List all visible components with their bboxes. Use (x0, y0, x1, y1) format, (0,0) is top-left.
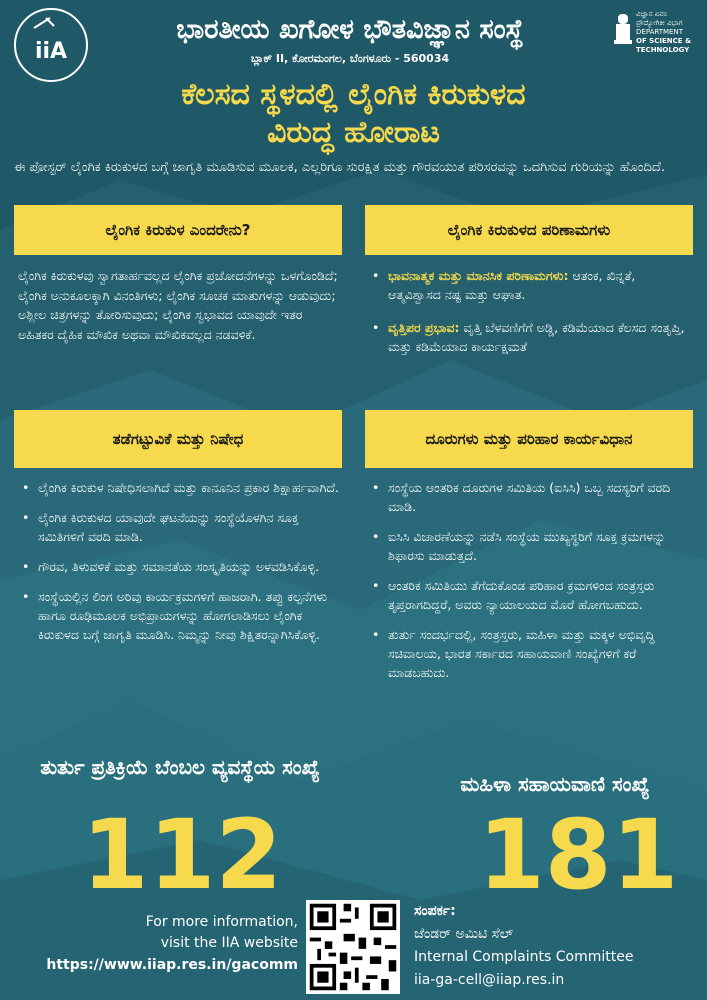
title-line: ಕೆಲಸದ ಸ್ಥಳದಲ್ಲಿ ಲೈಂಗಿಕ ಕಿರುಕುಳದ (181, 77, 526, 112)
iia-logo-mark-icon (16, 10, 86, 80)
emergency-number: 112 (81, 799, 283, 911)
dst-line: TECHNOLOGY (636, 46, 690, 54)
prevention-list (18, 478, 342, 655)
section-heading-complaints: ದೂರುಗಳು ಮತ್ತು ಪರಿಹಾರ ಕಾರ್ಯವಿಧಾನ (365, 410, 693, 468)
women-helpline-number: 181 (478, 799, 679, 911)
contact-line: Internal Complaints Committee (414, 949, 634, 965)
list-item: • ಸಂಸ್ಥೆಯ ಆಂತರಿಕ ದೂರುಗಳ ಸಮಿತಿಯ (ಐಸಿಸಿ) ಒಬ್ಬ ಸದಸ್ಯರಿಗೆ ವರದಿ ಮಾಡಿ. (368, 478, 692, 516)
consequences-list (368, 266, 692, 370)
list-item: • ಗೌರವ, ತಿಳುವಳಿಕೆ ಮತ್ತು ಸಮಾನತೆಯ ಸಂಸ್ಕೃತಿಯನ್ನು ಅಳವಡಿಸಿಕೊಳ್ಳಿ. (18, 557, 342, 576)
section-heading-consequences: ಲೈಂಗಿಕ ಕಿರುಕುಳದ ಪರಿಣಾಮಗಳು (365, 205, 693, 255)
list-item: • ತುರ್ತು ಸಂದರ್ಭದಲ್ಲಿ, ಸಂತ್ರಸ್ತರು, ಮಹಿಳಾ ಮತ್ತು ಮಕ್ಕಳ ಅಭಿವೃದ್ಧಿ ಸಚಿವಾಲಯ, ಭಾರತ ಸರ್ಕಾರದ ಸಹಾಯವಾಣಿ ಸಂಖ್ಯೆಗಳಿಗೆ ಕರೆ ಮಾಡಬಹುದು. (368, 625, 692, 682)
what-is-text: ಲೈಂಗಿಕ ಕಿರುಕುಳವು ಸ್ವಾಗತಾರ್ಹವಲ್ಲದ ಲೈಂಗಿಕ ಪ್ರಚೋದನೆಗಳನ್ನು ಒಳಗೊಂಡಿದೆ; ಲೈಂಗಿಕ ಅನುಕೂಲಕ್ಕಾಗಿ ವಿನಂತಿಗಳು; ಲೈಂಗಿಕ ಸೂಚಕ ಮಾತುಗಳನ್ನು ಆಡುವುದು; ಅಶ್ಲೀಲ ಚಿತ್ರಗಳನ್ನು ತೋರಿಸುವುದು; ಲೈಂಗಿಕ ಸ್ವಭಾವದ ಯಾವುದೇ ಇತರ ಅಹಿತಕರ ದೈಹಿಕ ಮೌಖಿಕ ಅಥವಾ ಮೌಖಿಕವಲ್ಲದ ನಡವಳಿಕೆ. (18, 268, 338, 342)
contact-email[interactable]: iia-ga-cell@iiap.res.in (414, 972, 565, 988)
emergency-label: ತುರ್ತು ಪ್ರತಿಕ್ರಿಯೆ ಬೆಂಬಲ ವ್ಯವಸ್ಥೆಯ ಸಂಖ್ಯೆ (40, 755, 320, 779)
logo-text: iiA (34, 39, 68, 64)
dst-line: ವಿಜ್ಞಾನ ಏವಂ (636, 10, 667, 18)
dst-line: OF SCIENCE & (636, 37, 692, 45)
list-item: • ಲೈಂಗಿಕ ಕಿರುಕುಳ ನಿಷೇಧಿಸಲಾಗಿದೆ ಮತ್ತು ಕಾನೂನಿನ ಪ್ರಕಾರ ಶಿಕ್ಷಾರ್ಹವಾಗಿದೆ. (18, 478, 342, 497)
list-item: • ಐಸಿಸಿ ವಿಚಾರಣೆಯನ್ನು ನಡೆಸಿ ಸಂಸ್ಥೆಯ ಮುಖ್ಯಸ್ಥರಿಗೆ ಸೂಕ್ತ ಕ್ರಮಗಳನ್ನು ಶಿಫಾರಸು ಮಾಡುತ್ತದೆ. (368, 527, 692, 565)
item-label: ಭಾವನಾತ್ಮಕ ಮತ್ತು ಮಾನಸಿಕ ಪರಿಣಾಮಗಳು: (388, 268, 569, 283)
list-item: • ಲೈಂಗಿಕ ಕಿರುಕುಳದ ಯಾವುದೇ ಘಟನೆಯನ್ನು ಸಂಸ್ಥೆಯೊಳಗಿನ ಸೂಕ್ತ ಸಮಿತಿಗಳಿಗೆ ವರದಿ ಮಾಡಿ. (18, 508, 342, 546)
website-link[interactable]: https://www.iiap.res.in/gacomm (46, 957, 298, 973)
qr-code-icon (306, 900, 400, 994)
org-name: ಭಾರತೀಯ ಖಗೋಳ ಭೌತವಿಜ್ಞಾನ ಸಂಸ್ಥೆ (176, 14, 524, 45)
item-text: ಆತಂಕ, ಖಿನ್ನತೆ, ಆತ್ಮವಿಶ್ವಾಸದ ನಷ್ಟ ಮತ್ತು ಆಘಾತ. (388, 268, 636, 302)
org-address: ಬ್ಲಾಕ್ II, ಕೋರಮಂಗಲ, ಬೆಂಗಳೂರು - 560034 (250, 52, 450, 65)
item-label: ವೃತ್ತಿಪರ ಪ್ರಭಾವ: (388, 320, 460, 335)
more-info-line: For more information, (145, 914, 298, 930)
item-text: ವೃತ್ತಿ ಬೆಳವಣಿಗೆಗೆ ಅಡ್ಡಿ, ಕಡಿಮೆಯಾದ ಕೆಲಸದ ಸಂತೃಪ್ತಿ, ಮತ್ತು ಕಡಿಮೆಯಾದ ಕಾರ್ಯಕ್ಷಮತೆ (388, 320, 685, 354)
dst-line: ಪ್ರೌದ್ಯೋಗಿಕೀ ವಿಭಾಗ (636, 19, 683, 27)
poster-title (60, 76, 647, 152)
contact-label: ಸಂಪರ್ಕ: (414, 903, 456, 919)
intro-text: ಈ ಪೋಸ್ಟರ್ ಲೈಂಗಿಕ ಕಿರುಕುಳದ ಬಗ್ಗೆ ಜಾಗೃತಿ ಮೂಡಿಸುವ ಮೂಲಕ, ಎಲ್ಲರಿಗೂ ಸುರಕ್ಷಿತ ಮತ್ತು ಗೌರವಯುತ ಪರಿಸರವನ್ನು ಒದಗಿಸುವ ಗುರಿಯನ್ನು ಹೊಂದಿದೆ. (14, 160, 665, 175)
contact-block (414, 900, 704, 992)
more-info (130, 912, 298, 954)
list-item: • ಸಂಸ್ಥೆಯಲ್ಲಿನ ಲಿಂಗ ಅರಿವು ಕಾರ್ಯಕ್ರಮಗಳಿಗೆ ಹಾಜರಾಗಿ. ತಪ್ಪು ಕಲ್ಪನೆಗಳು ಹಾಗೂ ರೂಢಿಮೂಲಕ ಅಭಿಪ್ರಾಯಗಳನ್ನು ಹೋಗಲಾಡಿಸಲು ಲೈಂಗಿಕ ಕಿರುಕುಳದ ಬಗ್ಗೆ ಜಾಗೃತಿ ಮೂಡಿಸಿ. ನಿಮ್ಮನ್ನು ನೀವು ಶಿಕ್ಷಿತರನ್ನಾಗಿಸಿಕೊಳ್ಳಿ. (18, 587, 342, 644)
women-helpline-label: ಮಹಿಳಾ ಸಹಾಯವಾಣಿ ಸಂಖ್ಯೆ (460, 772, 650, 796)
qr-code[interactable] (306, 900, 400, 994)
more-info-line: visit the IIA website (160, 935, 298, 951)
contact-line: ಜೆಂಡರ್ ಅಮಿಟಿ ಸೆಲ್ (414, 926, 514, 942)
section-heading-prevention: ತಡೆಗಟ್ಟುವಿಕೆ ಮತ್ತು ನಿಷೇಧ (14, 410, 342, 468)
emblem-icon (612, 12, 634, 52)
iia-logo (14, 8, 88, 82)
dst-logo (612, 10, 702, 72)
dst-line: DEPARTMENT (636, 28, 683, 36)
list-item (368, 318, 692, 356)
title-line: ವಿರುದ್ಧ ಹೋರಾಟ (267, 115, 440, 150)
complaints-list (368, 478, 692, 693)
list-item: • ಆಂತರಿಕ ಸಮಿತಿಯು ತೆಗೆದುಕೊಂಡ ಪರಿಹಾರ ಕ್ರಮಗಳಿಂದ ಸಂತ್ರಸ್ತರು ತೃಪ್ತರಾಗದಿದ್ದರೆ, ಅವರು ನ್ಯಾಯಾಲಯದ ಮೊರೆ ಹೋಗಬಹುದು. (368, 576, 692, 614)
list-item (368, 266, 692, 304)
section-heading-what-is: ಲೈಂಗಿಕ ಕಿರುಕುಳ ಎಂದರೇನು? (14, 205, 342, 255)
